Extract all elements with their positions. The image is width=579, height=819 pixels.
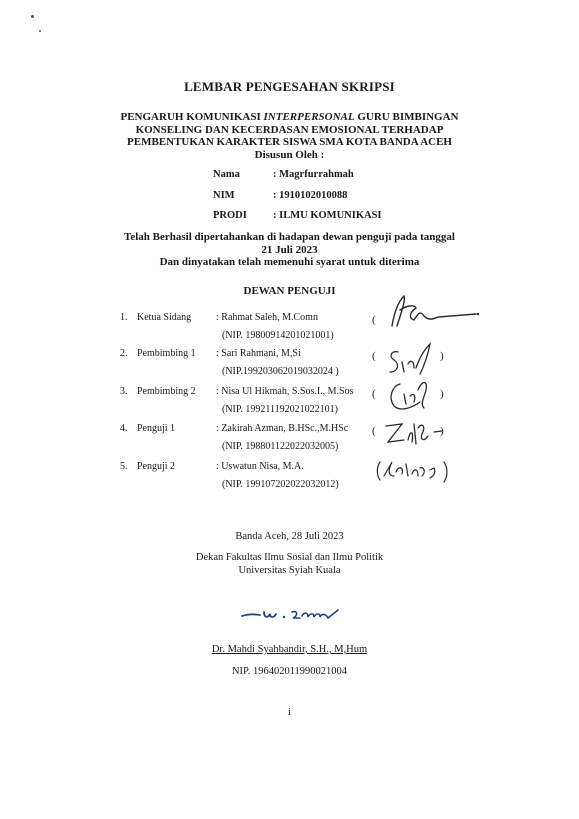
page-number: i [288, 707, 291, 718]
examiner-nip: (NIP.19920306201903202​4 ) [222, 366, 339, 377]
thesis-title-line-2: KONSELING DAN KECERDASAN EMOSIONAL TERHADAP [135, 123, 444, 136]
signature-paren-close: ) [440, 425, 444, 437]
defense-date: 21 Juli 2023 [261, 243, 318, 256]
identity-value: : Magrfurrahmah [273, 169, 354, 180]
dean-title-line-2: Universitas Syiah Kuala [238, 565, 341, 576]
signature-dean [238, 602, 348, 626]
place-and-date: Banda Aceh, 28 Juli 2023 [235, 531, 344, 542]
examiner-name: : Rahmat Saleh, M.Comn [216, 312, 318, 323]
council-title: DEWAN PENGUJI [243, 285, 336, 297]
examiner-number: 2. [120, 348, 128, 359]
scan-speck [31, 15, 34, 18]
identity-row-nim [0, 190, 579, 204]
thesis-title-line-3: PEMBENTUKAN KARAKTER SISWA SMA KOTA BANDA ACEH [127, 136, 452, 148]
examiner-role: Penguji 2 [137, 461, 176, 472]
signature-examiner-1 [380, 290, 480, 332]
signature-examiner-4 [380, 414, 448, 454]
examiner-nip: (NIP. 19800914201021001) [222, 330, 334, 341]
defense-line-1: Telah Berhasil dipertahankan di hadapan dewan penguji pada tanggal [124, 231, 455, 243]
examiner-entry [0, 312, 579, 352]
examiner-role: Pembimbing 2 [137, 386, 196, 397]
signature-paren-open: ( [372, 350, 376, 362]
examiner-entry [0, 423, 579, 463]
defense-statement [0, 231, 579, 269]
examiner-number: 5. [120, 461, 128, 472]
defense-line-3: Dan dinyatakan telah memenuhi syarat untuk diterima [159, 256, 420, 268]
signature-paren-close: ) [440, 388, 444, 400]
examiner-role: Ketua Sidang [137, 312, 192, 323]
identity-label: NIM [213, 190, 235, 201]
examiner-name: : Zakirah Azman, B.HSc.,M.HSc [216, 423, 349, 434]
signature-paren-close: ) [440, 350, 444, 362]
identity-value: : ILMU KOMUNIKASI [273, 210, 382, 221]
signature-paren-open: ( [372, 314, 376, 326]
signature-paren-open: ( [372, 388, 376, 400]
examiner-entry [0, 348, 579, 388]
examiner-entry [0, 386, 579, 426]
document-title: LEMBAR PENGESAHAN SKRIPSI [184, 79, 395, 94]
examiner-number: 1. [120, 312, 128, 323]
thesis-title-line-1: PENGARUH KOMUNIKASI INTERPERSONAL GURU BIMBINGAN [120, 111, 459, 123]
signature-examiner-3 [380, 372, 440, 416]
examiner-entry [0, 461, 579, 501]
examiner-name: : Nisa Ul Hikmah, S.Sos.I., M.Sos [216, 386, 354, 397]
examiner-role: Penguji 1 [137, 423, 176, 434]
examiner-role: Pembimbing 1 [137, 348, 196, 359]
examiner-name: : Uswatun Nisa, M.A. [216, 461, 304, 472]
examiner-number: 3. [120, 386, 128, 397]
dean-name: Dr. Mahdi Syahbandir, S.H., M,Hum [211, 644, 368, 655]
examiner-number: 4. [120, 423, 128, 434]
examiner-nip: (NIP. 198801122022032005) [222, 441, 339, 452]
identity-value: : 1910102010088 [273, 190, 348, 201]
examiner-nip: (NIP. 199107202022032012) [222, 479, 339, 490]
dean-nip: NIP. 196402011990021004 [231, 666, 348, 677]
identity-label: PRODI [213, 210, 247, 221]
authored-by-label: Disusun Oleh : [254, 149, 325, 161]
dean-title [0, 551, 579, 577]
signature-paren-open: ( [372, 425, 376, 437]
examiner-name: : Sari Rahmani, M,Si [216, 348, 301, 359]
examiner-nip: (NIP. 199211192021022101) [222, 404, 338, 415]
identity-row-name [0, 169, 579, 183]
thesis-title [0, 111, 579, 149]
identity-label: Nama [213, 169, 240, 180]
dean-title-line-1: Dekan Fakultas Ilmu Sosial dan Ilmu Politik [195, 552, 384, 563]
signature-examiner-5 [374, 454, 454, 488]
scan-speck [39, 30, 41, 32]
identity-row-prodi [0, 210, 579, 224]
